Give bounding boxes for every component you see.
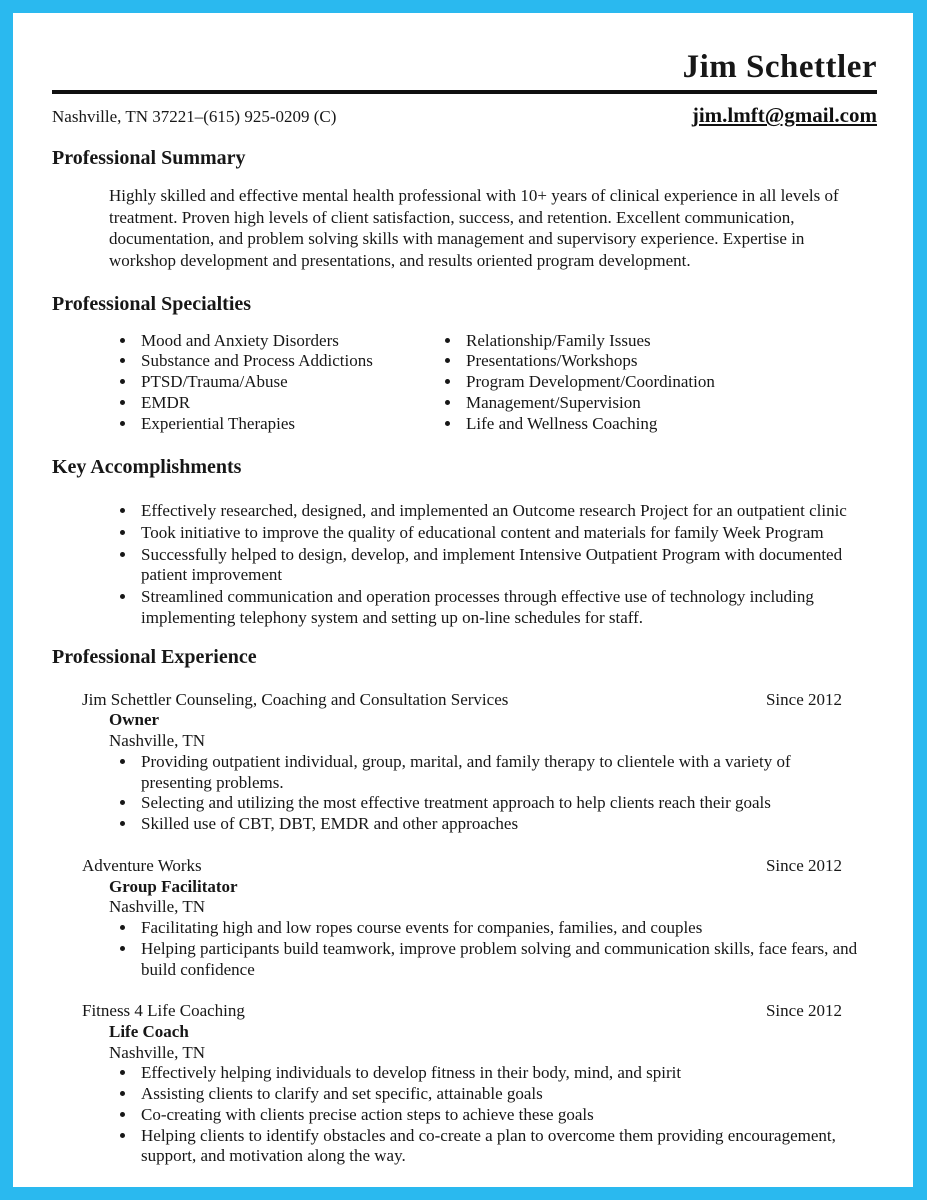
job-entry xyxy=(52,856,877,980)
accomplishments-list xyxy=(113,501,863,628)
specialty-item: • Experiential Therapies xyxy=(137,414,438,435)
summary-text: Highly skilled and effective mental health professional with 10+ years of clinical experience in all levels of treatment. Proven high levels of client satisfaction, success, and retention. Excellent communication, documentation, and problem solving skills with management and supervisory experience. Expertise in workshop development and presentations, and results oriented program development. xyxy=(109,186,839,271)
job-company: Jim Schettler Counseling, Coaching and Consultation Services xyxy=(82,689,509,709)
section-title-summary: Professional Summary xyxy=(52,147,246,170)
resume-page xyxy=(13,13,913,1187)
specialty-item: • Substance and Process Addictions xyxy=(137,351,438,372)
job-bullet: • Selecting and utilizing the most effective treatment approach to help clients reach their goals xyxy=(137,793,858,814)
specialties-columns xyxy=(52,331,877,435)
job-dates: Since 2012 xyxy=(765,855,842,875)
job-location: Nashville, TN xyxy=(109,1042,206,1062)
contact-info: Nashville, TN 37221–(615) 925-0209 (C) xyxy=(52,107,337,127)
job-bullet: • Helping participants build teamwork, improve problem solving and communication skills, face fears, and build confidence xyxy=(137,939,858,980)
job-company: Adventure Works xyxy=(82,855,202,875)
job-bullet-list xyxy=(113,752,858,835)
job-bullet: • Helping clients to identify obstacles and co-create a plan to overcome them providing encouragement, support, and motivation along the way. xyxy=(137,1126,858,1167)
job-header xyxy=(52,1001,877,1022)
job-bullet: • Assisting clients to clarify and set specific, attainable goals xyxy=(137,1084,858,1105)
specialties-left-column xyxy=(113,331,438,435)
job-bullet-list xyxy=(113,918,858,980)
job-company: Fitness 4 Life Coaching xyxy=(82,1001,245,1021)
job-location: Nashville, TN xyxy=(109,731,206,751)
job-role: Owner xyxy=(109,710,160,730)
accomplishment-item: • Effectively researched, designed, and implemented an Outcome research Project for an outpatient clinic xyxy=(137,501,863,522)
job-header xyxy=(52,856,877,877)
job-role: Group Facilitator xyxy=(109,876,238,896)
job-dates: Since 2012 xyxy=(765,1001,842,1021)
section-professional-summary xyxy=(52,147,877,271)
email-link[interactable]: jim.lmft@gmail.com xyxy=(691,103,877,128)
accomplishment-item: • Successfully helped to design, develop, and implement Intensive Outpatient Program with documented patient improvement xyxy=(137,545,863,586)
job-bullet: • Co-creating with clients precise action steps to achieve these goals xyxy=(137,1105,858,1126)
job-bullet: • Providing outpatient individual, group, marital, and family therapy to clientele with a variety of presenting problems. xyxy=(137,752,858,793)
job-bullet: • Facilitating high and low ropes course events for companies, families, and couples xyxy=(137,918,858,939)
job-location: Nashville, TN xyxy=(109,897,206,917)
specialty-item: • Management/Supervision xyxy=(462,393,838,414)
specialty-item: • Program Development/Coordination xyxy=(462,372,838,393)
person-name: Jim Schettler xyxy=(682,49,877,85)
job-bullet: • Effectively helping individuals to develop fitness in their body, mind, and spirit xyxy=(137,1063,858,1084)
section-professional-experience xyxy=(52,646,877,1167)
specialty-item: • EMDR xyxy=(137,393,438,414)
accomplishment-item: • Streamlined communication and operation processes through effective use of technology including implementing telephony system and setting up on-line schedules for staff. xyxy=(137,587,863,628)
section-key-accomplishments xyxy=(52,456,877,628)
section-title-experience: Professional Experience xyxy=(52,645,257,668)
specialty-item: • Mood and Anxiety Disorders xyxy=(137,331,438,352)
job-bullet: • Skilled use of CBT, DBT, EMDR and other approaches xyxy=(137,814,858,835)
specialties-right-column xyxy=(438,331,838,435)
job-entry xyxy=(52,690,877,835)
contact-row xyxy=(52,103,877,128)
header-divider xyxy=(52,90,877,94)
specialty-item: • Life and Wellness Coaching xyxy=(462,414,838,435)
specialty-item: • Presentations/Workshops xyxy=(462,351,838,372)
job-bullet-list xyxy=(113,1063,858,1167)
job-entry xyxy=(52,1001,877,1167)
specialty-item: • Relationship/Family Issues xyxy=(462,331,838,352)
specialty-item: • PTSD/Trauma/Abuse xyxy=(137,372,438,393)
job-header xyxy=(52,690,877,711)
job-role: Life Coach xyxy=(109,1021,189,1041)
resume-header xyxy=(52,49,877,128)
section-title-specialties: Professional Specialties xyxy=(52,292,252,315)
job-dates: Since 2012 xyxy=(765,689,842,709)
accomplishment-item: • Took initiative to improve the quality of educational content and materials for family Week Program xyxy=(137,523,863,544)
section-professional-specialties xyxy=(52,293,877,435)
section-title-accomplishments: Key Accomplishments xyxy=(52,456,242,479)
